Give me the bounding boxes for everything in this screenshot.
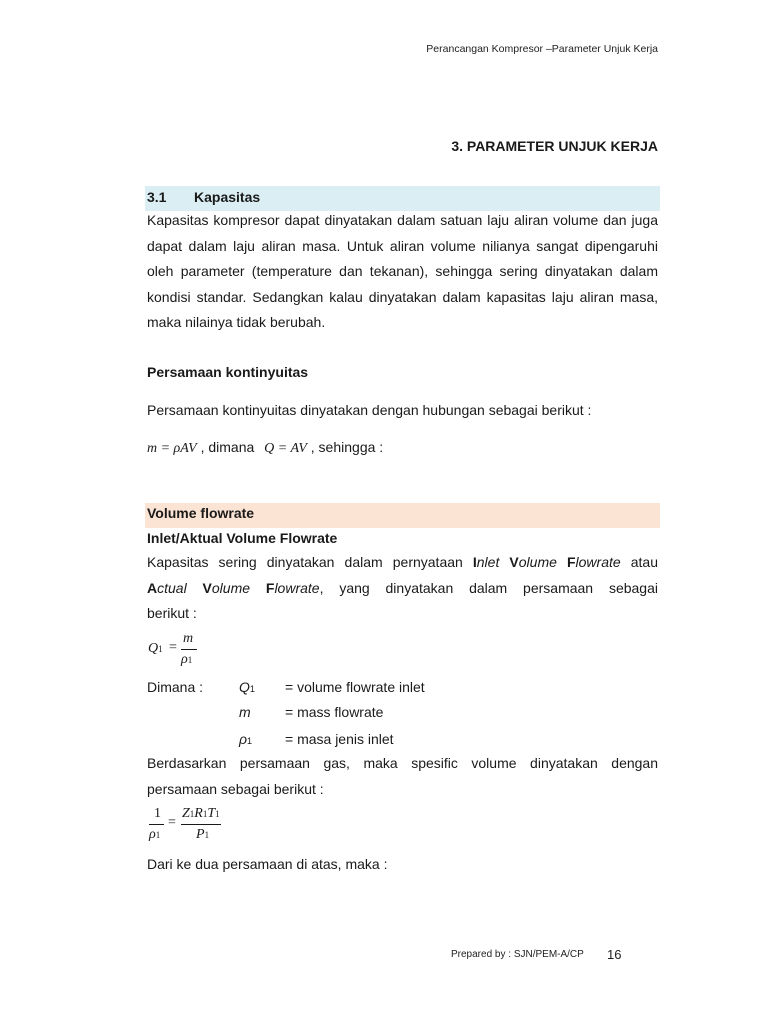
ivf-olume: olume — [518, 554, 567, 570]
section-number: 3.1 — [147, 189, 167, 205]
avf-V: V — [202, 579, 212, 596]
ivf-lowrate: lowrate — [575, 554, 621, 570]
avf-text-2: , yang dinyatakan dalam persamaan sebagai — [319, 579, 658, 596]
formula1-lhs: Q1 — [148, 641, 163, 656]
formula1-numerator: m — [183, 631, 194, 646]
running-header: Perancangan Kompresor –Parameter Unjuk Kerja — [426, 43, 658, 55]
definition-sym-q1: Q1 — [239, 679, 255, 695]
formula-specific-volume — [147, 804, 237, 848]
equation-volume-flow: Q = AV — [264, 441, 307, 456]
inlet-volume-flowrate-subheading: Inlet/Aktual Volume Flowrate — [147, 530, 338, 546]
volume-flowrate-heading: Volume flowrate — [147, 505, 255, 521]
formula2-fraction-bar-left — [149, 824, 164, 825]
formula1-fraction-bar — [181, 649, 197, 650]
definition-sym-m: m — [239, 704, 251, 720]
chapter-title: 3. PARAMETER UNJUK KERJA — [451, 138, 658, 154]
text-dimana: , dimana — [200, 439, 255, 455]
continuity-equation-line — [147, 439, 383, 457]
definition-sym-rho1: ρ1 — [239, 731, 253, 747]
ivf-F: F — [566, 554, 576, 570]
avf-A: A — [147, 579, 158, 596]
avf-F: F — [265, 579, 275, 596]
definition-desc-rho1: = masa jenis inlet — [285, 731, 394, 747]
avf-text-3: berikut : — [147, 605, 197, 621]
text-sehingga: , sehingga : — [310, 439, 384, 455]
definition-desc-m: = mass flowrate — [285, 704, 384, 720]
ivf-nlet: nlet — [476, 554, 510, 570]
formula2-denominator-right: P1 — [196, 827, 210, 842]
page-number: 16 — [607, 947, 622, 962]
formula-volume-flowrate — [147, 630, 217, 672]
dimana-label: Dimana : — [147, 679, 204, 695]
closing-text: Dari ke dua persamaan di atas, maka : — [147, 856, 388, 872]
equation-mass-flow: m = ρAV — [147, 441, 197, 456]
ivf-atau: atau — [620, 554, 658, 570]
definition-desc-q1: = volume flowrate inlet — [285, 679, 425, 695]
avf-lowrate: lowrate — [274, 579, 320, 596]
formula2-denominator-left: ρ1 — [149, 827, 161, 842]
formula1-denominator: ρ1 — [181, 652, 193, 667]
avf-ctual: ctual — [157, 579, 203, 596]
avf-olume: olume — [211, 579, 266, 596]
formula2-fraction-bar-right — [181, 824, 221, 825]
formula1-equals: = — [169, 640, 177, 655]
section-paragraph: Kapasitas kompresor dapat dinyatakan dalam satuan laju aliran volume dan juga dapat dalam laju aliran masa. Untuk aliran volume nilianya sangat dipengaruhi oleh parameter (temperature dan tekanan), sehingga sering dinyatakan dalam kondisi standar. Sedangkan kalau dinyatakan dalam kapasitas laju aliran masa, maka nilainya tidak berubah. — [147, 212, 658, 330]
formula2-numerator-left: 1 — [154, 806, 161, 821]
formula2-numerator-right: Z1R1T1 — [182, 806, 220, 821]
ivf-I: I — [472, 554, 477, 570]
ivf-text-1: Kapasitas sering dinyatakan dalam pernyataan — [147, 554, 473, 570]
section-title: Kapasitas — [194, 189, 261, 205]
continuity-intro: Persamaan kontinyuitas dinyatakan dengan hubungan sebagai berikut : — [147, 402, 592, 418]
ivf-paragraph — [147, 550, 658, 630]
footer-prepared-by: Prepared by : SJN/PEM-A/CP — [451, 949, 584, 960]
ivf-V: V — [509, 554, 519, 570]
formula2-equals: = — [168, 815, 176, 830]
continuity-heading: Persamaan kontinyuitas — [147, 364, 309, 380]
gas-paragraph: Berdasarkan persamaan gas, maka spesific volume dinyatakan dengan persamaan sebagai berikut : — [147, 755, 658, 797]
